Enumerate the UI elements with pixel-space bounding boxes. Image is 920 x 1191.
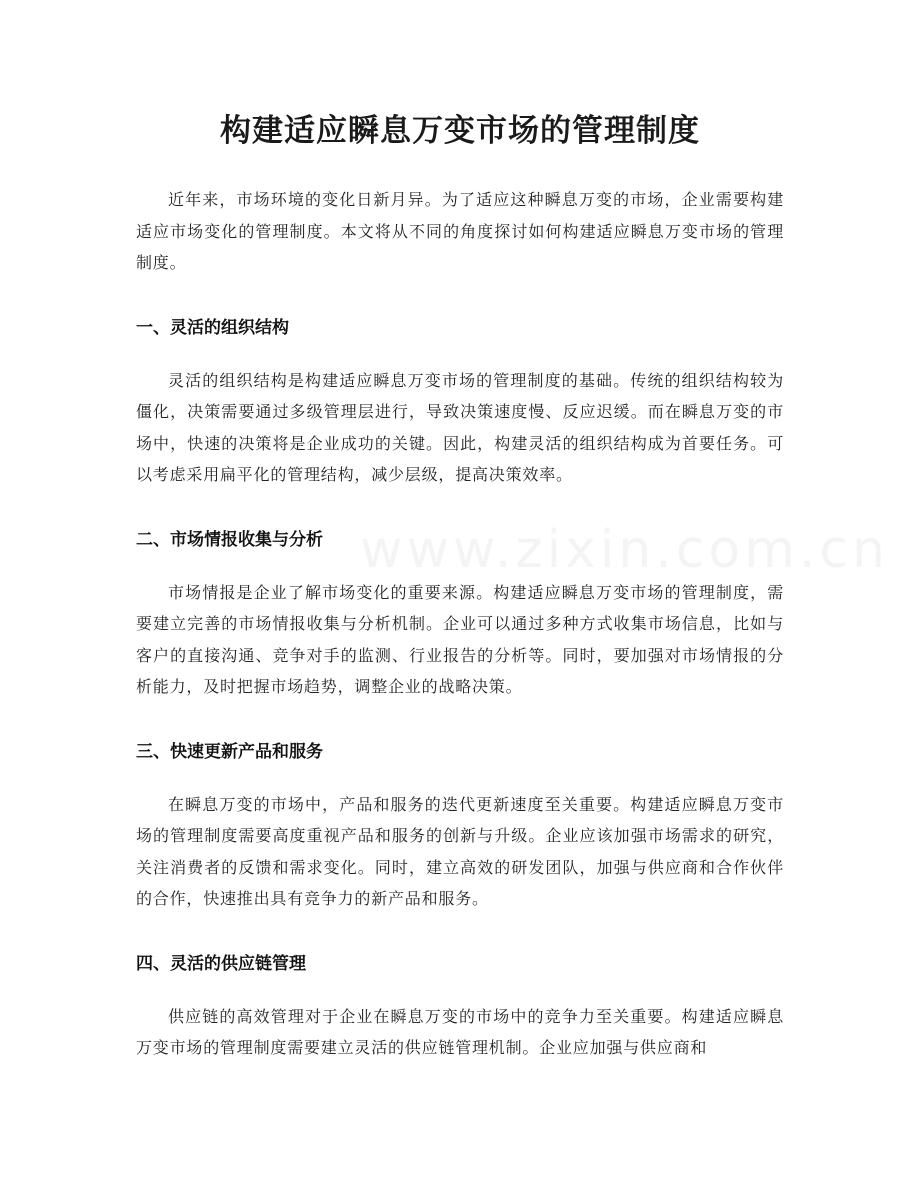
section-heading-4: 四、灵活的供应链管理 [136, 953, 306, 974]
document-body [136, 184, 784, 1064]
watermark-text: www.zixin.com.cn [360, 520, 889, 580]
document-title: 构建适应瞬息万变市场的管理制度 [220, 113, 700, 149]
section-paragraph-3: 在瞬息万变的市场中，产品和服务的迭代更新速度至关重要。构建适应瞬息万变市场的管理制度需要高度重视产品和服务的创新与升级。企业应该加强市场需求的研究，关注消费者的反馈和需求变化。同时，建立高效的研发团队，加强与供应商和合作伙伴的合作，快速推出具有竞争力的新产品和服务。 [136, 794, 784, 908]
section-heading-1: 一、灵活的组织结构 [136, 317, 289, 338]
section-heading-2: 二、市场情报收集与分析 [136, 529, 323, 550]
section-paragraph-2: 市场情报是企业了解市场变化的重要来源。构建适应瞬息万变市场的管理制度，需要建立完善的市场情报收集与分析机制。企业可以通过多种方式收集市场信息，比如与客户的直接沟通、竞争对手的监测、行业报告的分析等。同时，要加强对市场情报的分析能力，及时把握市场趋势，调整企业的战略决策。 [136, 582, 784, 696]
intro-paragraph: 近年来，市场环境的变化日新月异。为了适应这种瞬息万变的市场，企业需要构建适应市场变化的管理制度。本文将从不同的角度探讨如何构建适应瞬息万变市场的管理制度。 [136, 190, 784, 272]
section-paragraph-1: 灵活的组织结构是构建适应瞬息万变市场的管理制度的基础。传统的组织结构较为僵化，决策需要通过多级管理层进行，导致决策速度慢、反应迟缓。而在瞬息万变的市场中，快速的决策将是企业成功的关键。因此，构建灵活的组织结构成为首要任务。可以考虑采用扁平化的管理结构，减少层级，提高决策效率。 [136, 370, 784, 484]
section-paragraph-4: 供应链的高效管理对于企业在瞬息万变的市场中的竞争力至关重要。构建适应瞬息万变市场的管理制度需要建立灵活的供应链管理机制。企业应加强与供应商和 [136, 1006, 784, 1057]
section-heading-3: 三、快速更新产品和服务 [136, 741, 323, 762]
